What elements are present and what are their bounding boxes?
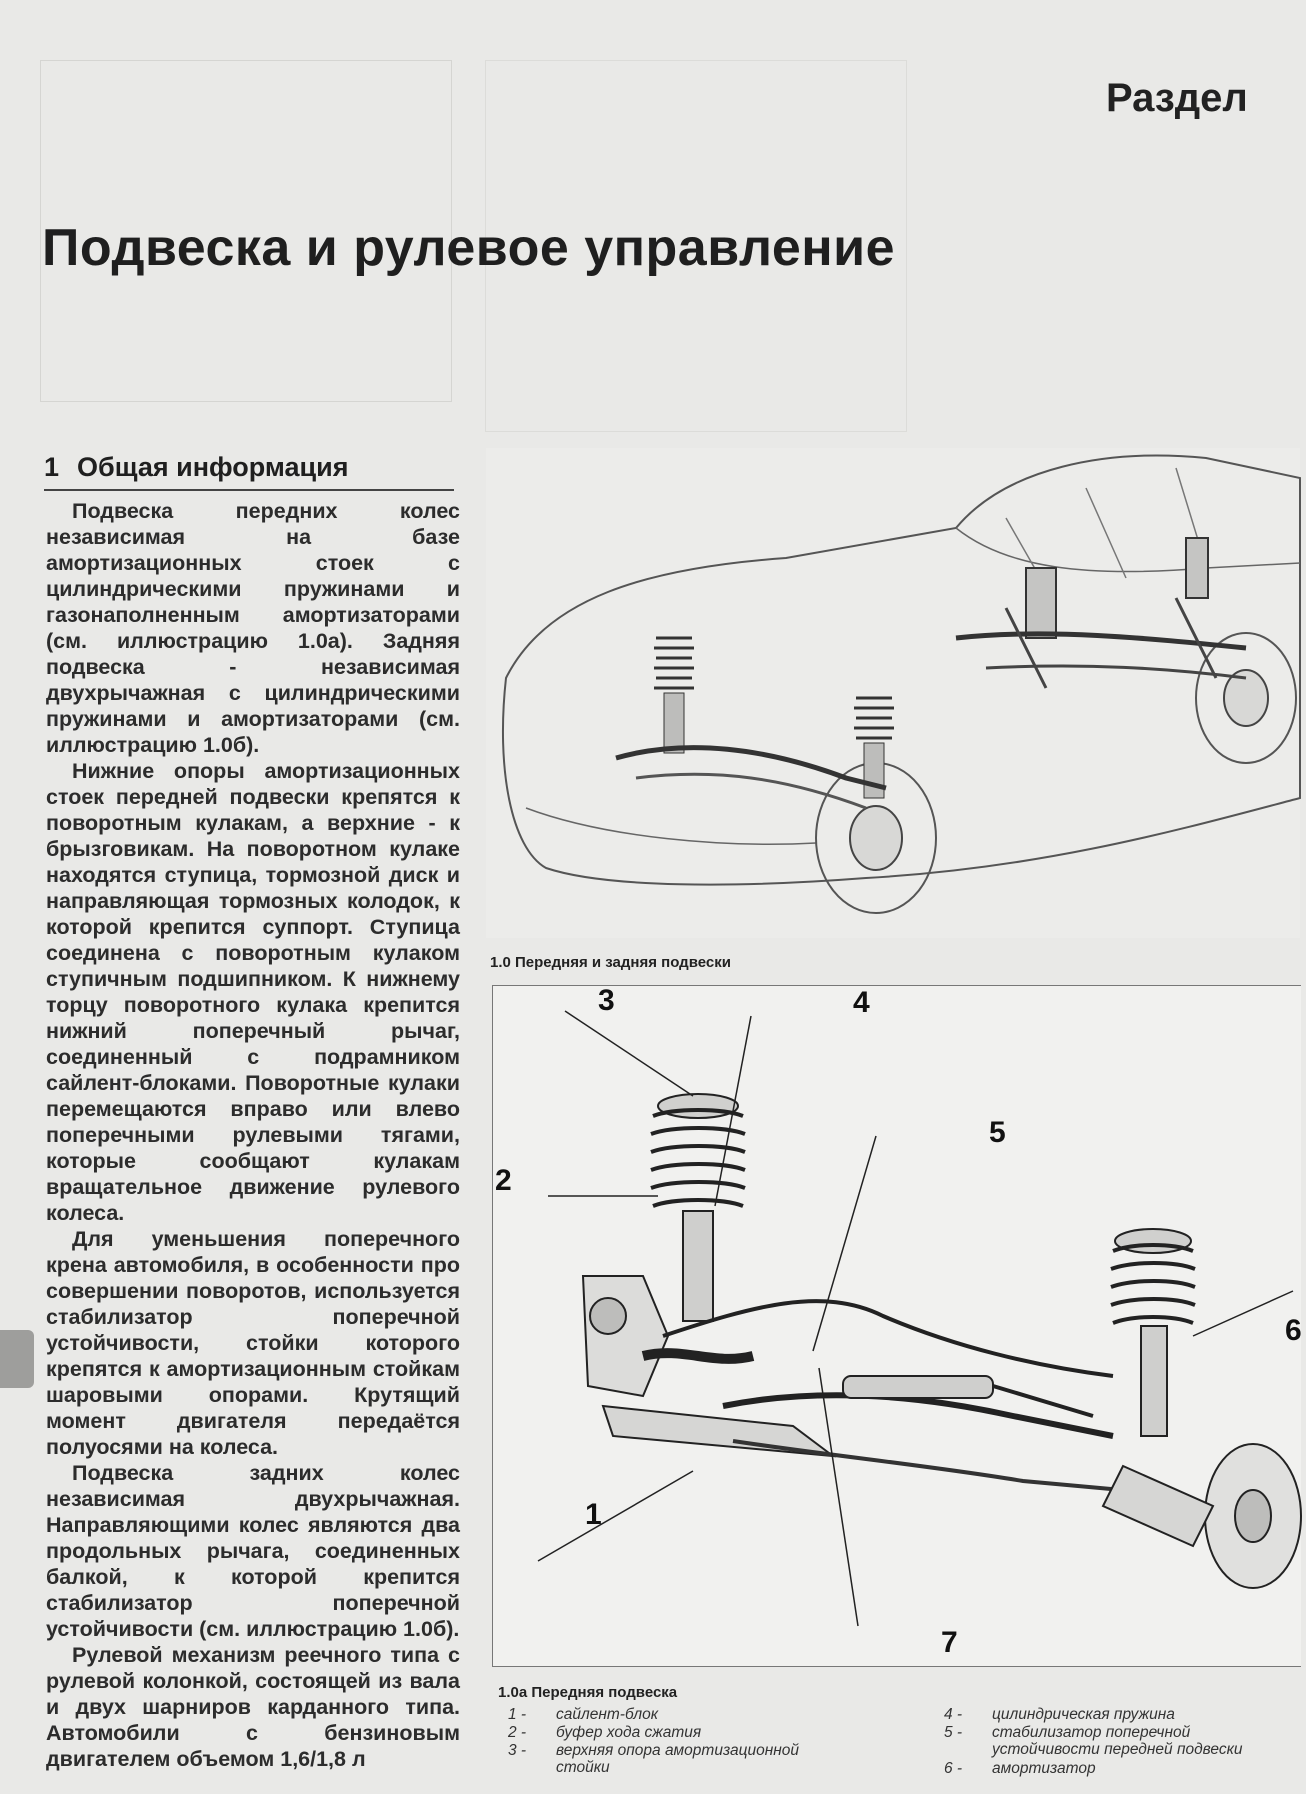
callout-5: 5 bbox=[989, 1116, 1006, 1149]
legend-text: амортизатор bbox=[992, 1760, 1096, 1777]
callout-4: 4 bbox=[853, 986, 870, 1019]
legend-left bbox=[508, 1706, 908, 1786]
legend-num: 4 - bbox=[944, 1706, 963, 1723]
legend-text: цилиндрическая пружина bbox=[992, 1706, 1175, 1723]
legend-num: 3 - bbox=[508, 1742, 527, 1759]
paragraph: Подвеска задних колес независимая двухрычажная. Направляющими колес являются два продольных рычага, соединенных балкой, к которой крепится стабилизатор поперечной устойчивости (см. иллюстрацию 1.0б). bbox=[46, 1461, 460, 1641]
section-number: 1 bbox=[44, 452, 60, 482]
legend-num: 6 - bbox=[944, 1760, 963, 1777]
callout-7: 7 bbox=[941, 1626, 958, 1659]
legend-num: 5 - bbox=[944, 1724, 963, 1741]
legend-text: стабилизатор поперечной устойчивости передней подвески bbox=[992, 1724, 1243, 1758]
legend-text: буфер хода сжатия bbox=[556, 1724, 702, 1741]
paragraph: Для уменьшения поперечного крена автомобиля, в особенности про совершении поворотов, используется стабилизатор поперечной устойчивости, стойки которого крепятся к амортизационным стойкам шаровыми опорами. Крутящий момент двигателя передаётся полуосями на колеса. bbox=[46, 1227, 460, 1459]
paragraph: Подвеска передних колес независимая на базе амортизационных стоек с цилиндрическими пружинами и газонаполненным амортизаторами (см. иллюстрацию 1.0а). Задняя подвеска - независимая двухрычажная с цилиндрическими пружинами и амортизаторами (см. иллюстрацию 1.0б). bbox=[46, 499, 460, 757]
figure-caption-2: 1.0а Передняя подвеска bbox=[498, 1684, 678, 1701]
section-heading bbox=[44, 452, 454, 491]
legend-num: 1 - bbox=[508, 1706, 527, 1723]
figure-car-suspension bbox=[486, 448, 1306, 938]
paragraph: Рулевой механизм реечного типа с рулевой колонкой, состоящей из вала и двух шарниров карданного типа. Автомобили с бензиновым двигателем объемом 1,6/1,8 л bbox=[46, 1643, 460, 1771]
figure-caption: 1.0 Передняя и задняя подвески bbox=[490, 954, 731, 971]
side-tab bbox=[0, 1330, 34, 1388]
figure-front-suspension bbox=[492, 985, 1301, 1667]
body-text bbox=[46, 498, 460, 1772]
section-label: Раздел bbox=[1106, 76, 1248, 120]
section-title: Общая информация bbox=[77, 452, 349, 482]
legend-text: сайлент-блок bbox=[556, 1706, 659, 1723]
legend-num: 2 - bbox=[508, 1724, 527, 1741]
callout-2: 2 bbox=[495, 1164, 512, 1197]
callout-6: 6 bbox=[1285, 1314, 1302, 1347]
front-suspension-illustration bbox=[493, 986, 1301, 1666]
callout-1: 1 bbox=[585, 1498, 602, 1531]
page-title: Подвеска и рулевое управление bbox=[42, 219, 896, 277]
paragraph: Нижние опоры амортизационных стоек передней подвески крепятся к поворотным кулакам, а верхние - к брызговикам. На поворотном кулаке находятся ступица, тормозной диск и направляющая тормозных колодок, к которой крепится суппорт. Ступица соединена с поворотным кулаком ступичным подшипником. К нижнему торцу поворотного кулака крепится нижний поперечный рычаг, соединенный с подрамником сайлент-блоками. Поворотные кулаки перемещаются вправо или влево поперечными рулевыми тягами, которые сообщают кулакам вращательное движение рулевого колеса. bbox=[46, 759, 460, 1225]
legend-text: верхняя опора амортизационной стойки bbox=[556, 1742, 800, 1776]
car-suspension-illustration bbox=[486, 448, 1300, 938]
callout-3: 3 bbox=[598, 984, 615, 1017]
legend-right bbox=[944, 1706, 1300, 1786]
